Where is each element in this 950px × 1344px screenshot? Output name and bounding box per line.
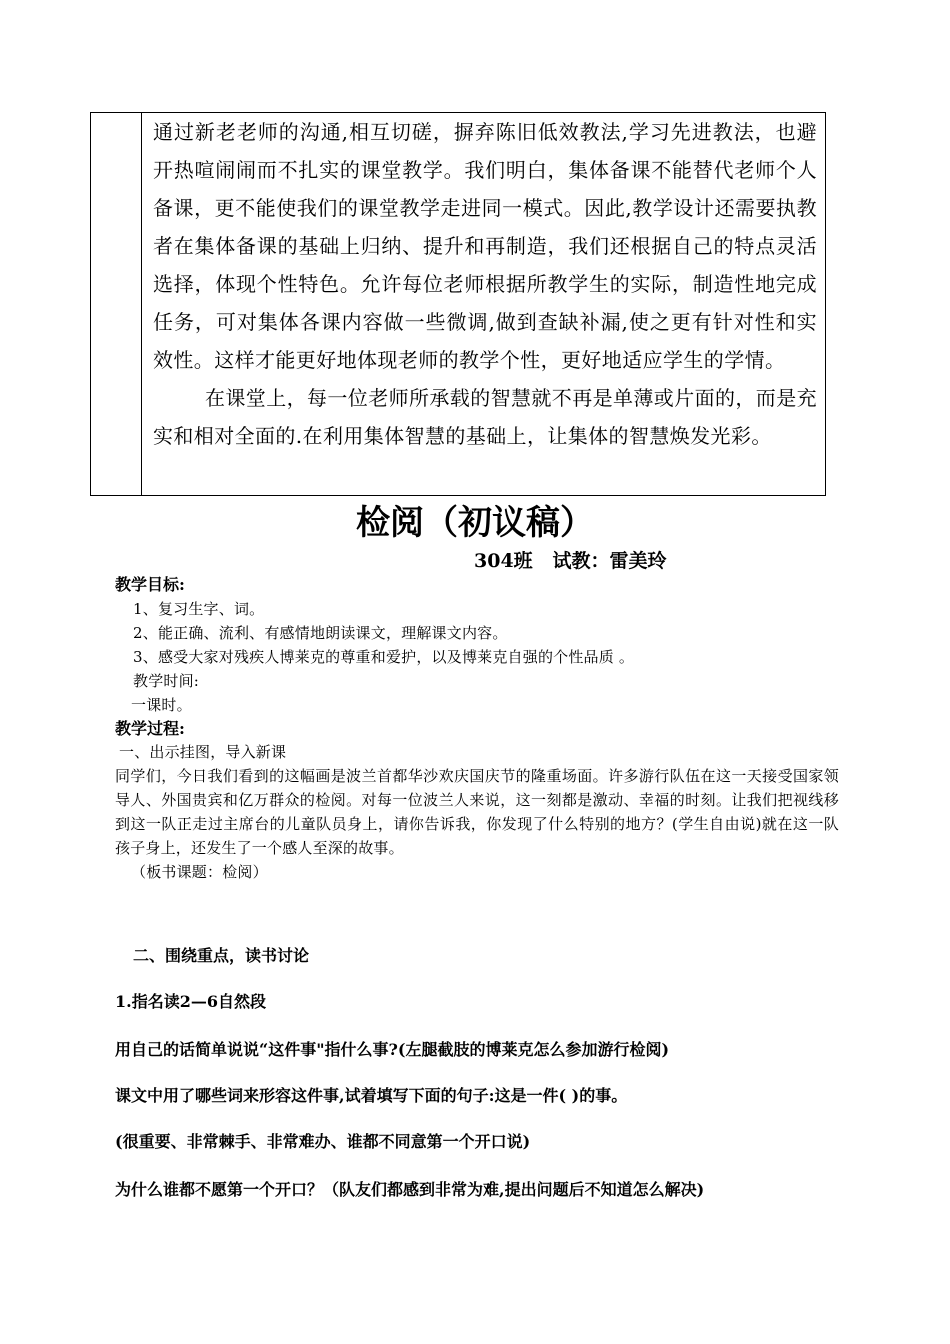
step2-heading: 二、围绕重点，读书讨论 — [133, 946, 310, 965]
step2-section — [115, 944, 845, 968]
table-content-cell — [153, 113, 817, 455]
step2-line-block — [115, 1130, 845, 1154]
lesson-author-line: 304班 试教：雷美玲 — [474, 550, 667, 572]
board-note: （板书课题：检阅） — [131, 863, 268, 881]
step2-line-block — [115, 1038, 845, 1062]
process-heading: 教学过程: — [115, 719, 185, 738]
step2-line: 课文中用了哪些词来形容这件事,试着填写下面的句子:这是一件( )的事。 — [115, 1086, 628, 1105]
table-paragraph-2: 在课堂上，每一位老师所承载的智慧就不再是单薄或片面的，而是充实和相对全面的.在利用集体智慧的基础上，让集体的智慧焕发光彩。 — [153, 386, 817, 448]
reflection-table — [90, 112, 826, 496]
time-label: 教学时间: — [133, 672, 200, 690]
table-column-divider — [141, 113, 142, 495]
step1-heading: 一、出示挂图，导入新课 — [119, 743, 287, 761]
lesson-title: 检阅（初议稿） — [356, 503, 594, 543]
time-value: 一课时。 — [131, 696, 192, 714]
goal-item: 2、能正确、流利、有感情地朗读课文，理解课文内容。 — [133, 624, 508, 642]
step2-line: (很重要、非常棘手、非常难办、谁都不同意第一个开口说) — [115, 1132, 531, 1151]
step2-line-block — [115, 990, 845, 1014]
step2-line-block — [115, 1084, 845, 1108]
goal-item: 3、感受大家对残疾人博莱克的尊重和爱护，以及博莱克自强的个性品质 。 — [133, 648, 635, 666]
step2-line: 用自己的话简单说说“这件事"指什么事?(左腿截肢的博莱克怎么参加游行检阅) — [115, 1040, 670, 1059]
step2-line: 为什么谁都不愿第一个开口？（队友们都感到非常为难,提出问题后不知道怎么解决) — [115, 1180, 705, 1199]
step1-text: 同学们，今日我们看到的这幅画是波兰首都华沙欢庆国庆节的隆重场面。许多游行队伍在这一天接受国家领导人、外国贵宾和亿万群众的检阅。对每一位波兰人来说，这一刻都是激动、幸福的时刻。让我们把视线移到这一队正走过主席台的儿童队员身上，请你告诉我，你发现了什么特别的地方？(学生自由说)就在这一队孩子身上，还发生了一个感人至深的故事。 — [115, 767, 839, 857]
step2-line: 1.指名读2—6自然段 — [115, 992, 266, 1011]
goals-heading: 教学目标: — [115, 575, 185, 594]
goal-item: 1、复习生字、词。 — [133, 600, 265, 618]
table-paragraph-1: 通过新老老师的沟通,相互切磋，摒弃陈旧低效教法,学习先进教法，也避开热喧闹闹而不扎实的课堂教学。我们明白，集体备课不能替代老师个人备课，更不能使我们的课堂教学走进同一模式。因此,教学设计还需要执教者在集体备课的基础上归纳、提升和再制造，我们还根据自己的特点灵活选择，体现个性特色。允许每位老师根据所教学生的实际，制造性地完成任务，可对集体各课内容做一些微调,做到查缺补漏,使之更有针对性和实效性。这样才能更好地体现老师的教学个性，更好地适应学生的学情。 — [153, 120, 817, 372]
step2-line-block — [115, 1178, 845, 1202]
goals-section — [115, 574, 845, 884]
